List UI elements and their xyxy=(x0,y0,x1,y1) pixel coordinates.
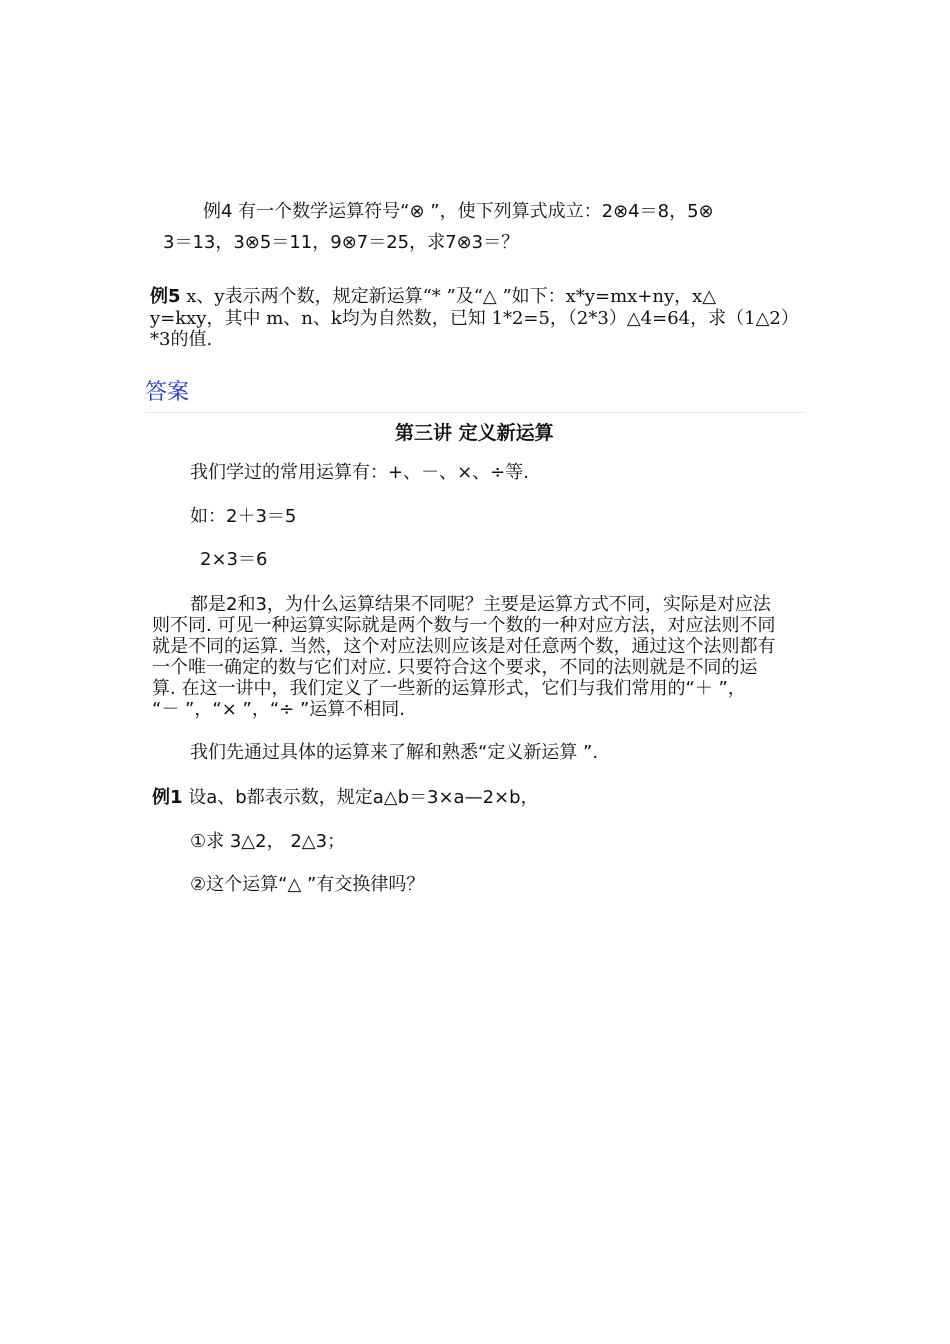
example1-label: 例1 xyxy=(152,787,183,808)
example-sum: 如：2＋3＝5 xyxy=(190,506,297,527)
paragraph-line: “－ ”，“× ”，“÷ ”运算不相同. xyxy=(152,699,406,720)
explanation-paragraph xyxy=(152,594,807,720)
example5-line1 xyxy=(150,286,716,308)
example1-line xyxy=(152,787,539,809)
lecture-title: 第三讲 定义新运算 xyxy=(395,422,554,444)
lecture-intro: 我们学过的常用运算有：+、－、×、÷等. xyxy=(190,462,529,483)
example4-line1: 例4 有一个数学运算符号“⊗ ”，使下列算式成立：2⊗4＝8，5⊗ xyxy=(203,201,714,222)
paragraph-line: 则不同. 可见一种运算实际就是两个数与一个数的一种对应方法，对应法则不同 xyxy=(152,615,776,636)
familiar-sentence: 我们先通过具体的运算来了解和熟悉“定义新运算 ”. xyxy=(190,742,599,763)
answer-heading: 答案 xyxy=(145,380,190,405)
example1-question1: ①求 3△2， 2△3； xyxy=(190,831,346,852)
example1-question2: ②这个运算“△ ”有交换律吗？ xyxy=(190,874,425,895)
example-product: 2×3＝6 xyxy=(200,549,268,570)
paragraph-line: 一个唯一确定的数与它们对应. 只要符合这个要求，不同的法则就是不同的运 xyxy=(152,657,758,678)
example5-line2: y=kxy，其中 m、n、k均为自然数，已知 1*2=5，（2*3）△4=64，求（1△2） xyxy=(150,308,799,329)
example5-text-1: x、y表示两个数，规定新运算“* ”及“△ ”如下：x*y=mx+ny，x△ xyxy=(180,286,717,307)
example4-line2: 3＝13，3⊗5＝11，9⊗7＝25，求7⊗3＝？ xyxy=(163,232,520,253)
example5-label: 例5 xyxy=(150,286,181,307)
paragraph-line: 算. 在这一讲中，我们定义了一些新的运算形式，它们与我们常用的“＋ ”， xyxy=(152,678,746,699)
divider xyxy=(145,412,805,413)
example1-text: 设a、b都表示数，规定a△b＝3×a—2×b， xyxy=(182,787,539,808)
paragraph-line: 就是不同的运算. 当然，这个对应法则应该是对任意两个数，通过这个法则都有 xyxy=(152,636,776,657)
example5-line3: *3的值. xyxy=(150,329,213,350)
paragraph-line: 都是2和3，为什么运算结果不同呢？主要是运算方式不同，实际是对应法 xyxy=(190,594,771,615)
